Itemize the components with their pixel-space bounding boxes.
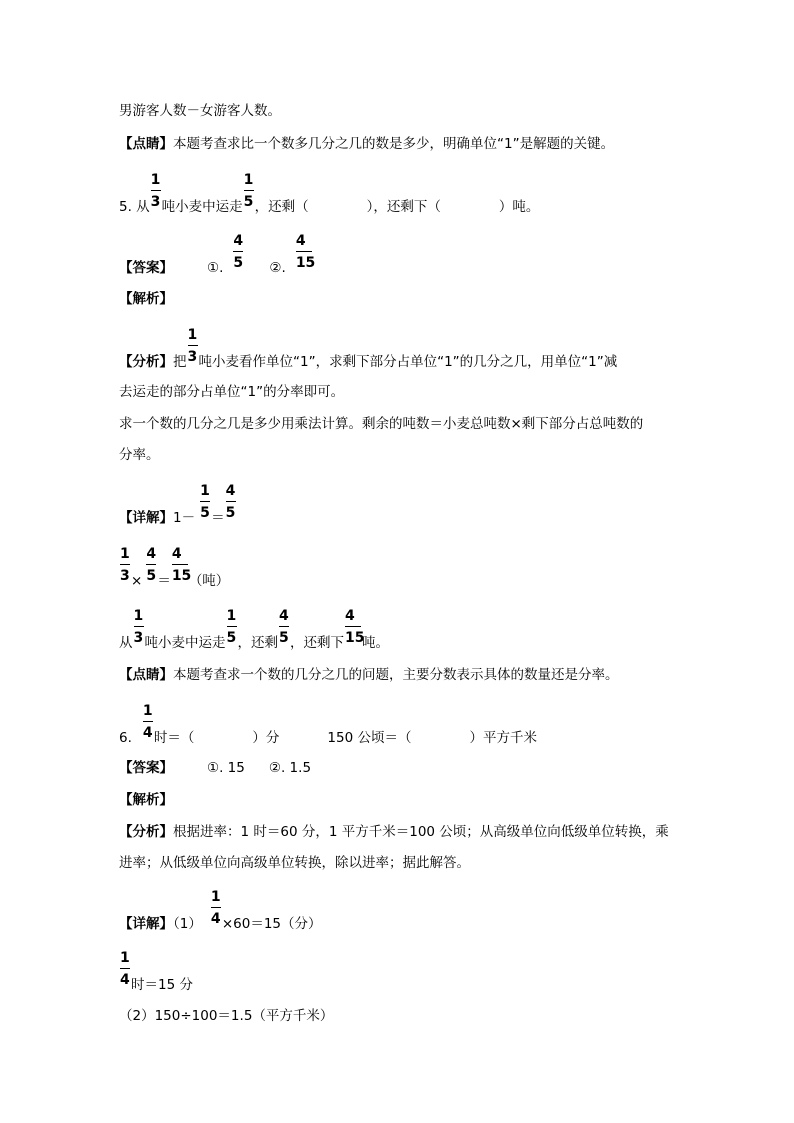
detail-text: 吨。: [362, 635, 389, 651]
q6-fenxi-line-2: [119, 855, 470, 871]
numerator: 1: [142, 703, 153, 719]
q6-analysis-tag-line: [119, 792, 173, 808]
fenxi-text: 求一个数的几分之几是多少用乘法计算。剩余的吨数＝小麦总吨数×剩下部分占总吨数的: [119, 416, 644, 432]
denominator: 3: [187, 349, 198, 365]
denominator: 4: [142, 725, 153, 741]
denominator: 4: [120, 972, 130, 988]
detail-text: 时＝15 分: [131, 977, 193, 993]
q5-fenxi-line-4: [119, 447, 160, 463]
numerator: 1: [200, 483, 210, 499]
q5-detail-line-3: [119, 608, 389, 651]
numerator: 1: [243, 172, 254, 188]
equals-sign: ＝: [157, 573, 171, 589]
denominator: 5: [279, 630, 289, 646]
fenxi-tag: 【分析】: [119, 824, 173, 840]
prev-note-line: [119, 136, 614, 152]
prev-answer-text: 男游客人数－女游客人数。: [119, 103, 281, 119]
detail-text: 1－: [173, 510, 196, 526]
equals-sign: ＝: [211, 510, 225, 526]
answer-2: ②. 1.5: [268, 760, 312, 776]
numerator: 4: [225, 483, 236, 499]
denominator: 3: [120, 568, 130, 584]
q5-note-line: [119, 667, 619, 683]
answer-tag: 【答案】: [119, 260, 173, 276]
detail-text: （1）: [173, 916, 202, 932]
fraction: [133, 608, 145, 647]
q5-detail-line-1: [119, 483, 237, 526]
denominator: 5: [225, 505, 236, 521]
q6-fenxi-line-1: [119, 824, 669, 840]
q6-answer-line: [119, 760, 311, 776]
numerator: 1: [120, 950, 130, 966]
prev-answer-line: [119, 103, 281, 119]
numerator: 1: [210, 889, 221, 905]
q5-fenxi-line-2: [119, 384, 344, 400]
question-text: 吨小麦中运走: [161, 199, 243, 215]
question-text: ）分: [252, 730, 280, 746]
q5-question-line: [119, 172, 540, 215]
numerator: 1: [133, 608, 144, 624]
detail-text: （2）150÷100＝1.5（平方千米）: [119, 1008, 334, 1024]
q5-analysis-tag-line: [119, 291, 173, 307]
denominator: 5: [146, 568, 157, 584]
numerator: 1: [226, 608, 237, 624]
detail-text: 吨小麦中运走: [144, 635, 226, 651]
question-number: 5. 从: [119, 199, 150, 215]
numerator: 1: [187, 327, 198, 343]
numerator: 1: [150, 172, 161, 188]
note-tag: 【点睛】: [119, 136, 173, 152]
answer-2-label: ②.: [269, 260, 286, 276]
question-number: 6.: [119, 730, 132, 746]
numerator: 1: [120, 546, 130, 562]
fraction: [210, 889, 222, 928]
fraction: [199, 483, 211, 522]
fenxi-tag: 【分析】: [119, 354, 173, 370]
numerator: 4: [146, 546, 157, 562]
analysis-tag: 【解析】: [119, 291, 173, 307]
fraction: [225, 483, 237, 522]
fraction: [295, 233, 316, 272]
q5-fenxi-line-1: [119, 327, 618, 370]
fenxi-text: 吨小麦看作单位“1”，求剩下部分占单位“1”的几分之几，用单位“1”减: [198, 354, 618, 370]
numerator: 4: [279, 608, 289, 624]
fraction: [171, 546, 192, 585]
denominator: 5: [200, 505, 210, 521]
fenxi-text: 去运走的部分占单位“1”的分率即可。: [119, 384, 345, 400]
fraction: [344, 608, 365, 647]
denominator: 5: [233, 255, 244, 271]
note-tag: 【点睛】: [119, 667, 173, 683]
q5-detail-line-2: [119, 546, 230, 589]
answer-1: ①. 15: [207, 760, 245, 776]
q6-detail-line-1: [119, 889, 322, 932]
numerator: 4: [171, 546, 182, 562]
fenxi-text: 根据进率：1 时＝60 分，1 平方千米＝100 公顷；从高级单位向低级单位转换，乘: [173, 824, 669, 840]
numerator: 4: [295, 233, 306, 249]
denominator: 15: [171, 568, 192, 584]
q6-detail-line-2: [119, 950, 193, 993]
denominator: 15: [345, 630, 365, 646]
denominator: 4: [210, 911, 221, 927]
question-text: 150 公顷＝（: [327, 730, 412, 746]
denominator: 3: [133, 630, 144, 646]
question-text: ）吨。: [498, 199, 540, 215]
denominator: 3: [150, 194, 161, 210]
unit-text: （吨）: [188, 573, 230, 589]
detail-text: ×60＝15（分）: [221, 916, 322, 932]
question-text: 时＝（: [153, 730, 195, 746]
fraction: [226, 608, 238, 647]
analysis-tag: 【解析】: [119, 792, 173, 808]
question-text: ，还剩（: [254, 199, 309, 215]
denominator: 5: [243, 194, 254, 210]
numerator: 4: [345, 608, 355, 624]
fenxi-text: 分率。: [119, 447, 160, 463]
note-text: 本题考查求比一个数多几分之几的数是多少，明确单位“1”是解题的关键。: [173, 136, 615, 152]
denominator: 5: [226, 630, 237, 646]
detail-text: ，还剩下: [290, 635, 344, 651]
fraction: [187, 327, 199, 366]
q6-detail-line-3: [119, 1008, 333, 1024]
q5-fenxi-line-3: [119, 416, 643, 432]
question-text: ），还剩下（: [366, 199, 441, 215]
q6-question-line: [119, 703, 537, 746]
fraction: [278, 608, 290, 647]
detail-text: ，还剩: [237, 635, 278, 651]
fenxi-text: 把: [173, 354, 187, 370]
fraction: [145, 546, 157, 585]
fraction: [232, 233, 244, 272]
fraction: [142, 703, 154, 742]
detail-tag: 【详解】: [119, 916, 173, 932]
q5-answer-line: [119, 233, 316, 276]
detail-tag: 【详解】: [119, 510, 173, 526]
question-text: ）平方千米: [469, 730, 537, 746]
fraction: [243, 172, 255, 211]
fenxi-text: 进率；从低级单位向高级单位转换，除以进率；据此解答。: [119, 855, 470, 871]
denominator: 15: [295, 255, 316, 271]
detail-text: 从: [119, 635, 133, 651]
answer-tag: 【答案】: [119, 760, 173, 776]
fraction: [119, 950, 131, 989]
note-text: 本题考查求一个数的几分之几的问题，主要分数表示具体的数量还是分率。: [173, 667, 619, 683]
fraction: [119, 546, 131, 585]
answer-1-label: ①.: [207, 260, 224, 276]
numerator: 4: [233, 233, 244, 249]
times-sign: ×: [131, 573, 143, 589]
fraction: [150, 172, 162, 211]
